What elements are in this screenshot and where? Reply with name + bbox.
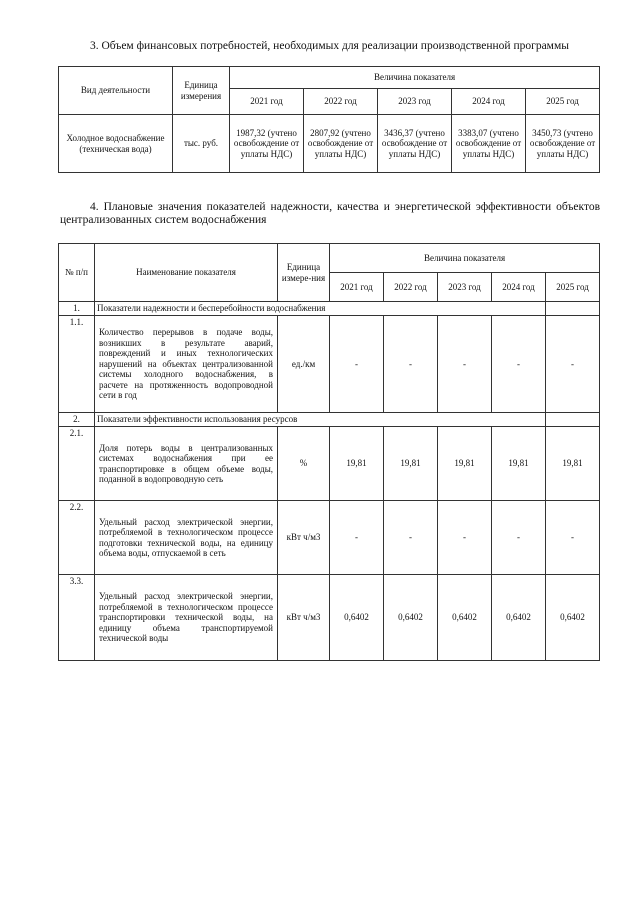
row-value: - [546, 316, 600, 413]
section-row [59, 302, 600, 316]
row-num: 1.1. [59, 316, 95, 413]
table-row [59, 575, 600, 661]
table-row [59, 501, 600, 575]
row-name: Удельный расход электрической энергии, потребляемой в технологическом процессе подготовки технической воды, на единицу объема воды, отпускаемой в сеть [95, 501, 278, 575]
row-unit: % [278, 427, 330, 501]
table-row [59, 316, 600, 413]
header-year: 2023 год [438, 273, 492, 302]
header-year: 2024 год [492, 273, 546, 302]
header-year: 2024 год [452, 89, 526, 115]
row-value: - [438, 501, 492, 575]
empty-cell [546, 302, 600, 316]
header-activity: Вид деятельности [59, 67, 173, 115]
cell-value: 3383,07 (учтено освобождение от уплаты НДС) [452, 115, 526, 173]
row-num: 1. [59, 302, 95, 316]
row-num: 2.1. [59, 427, 95, 501]
row-num: 3.3. [59, 575, 95, 661]
header-year: 2025 год [546, 273, 600, 302]
row-value: 0,6402 [546, 575, 600, 661]
cell-value: 3450,73 (учтено освобождение от уплаты НДС) [526, 115, 600, 173]
row-value: 19,81 [330, 427, 384, 501]
row-name: Количество перерывов в подаче воды, возникших в результате аварий, повреждений и иных технологических нарушений на объектах централизованной системы холодного водоснабжения, в расчете на протяженность водопроводной сети в год [95, 316, 278, 413]
row-name: Удельный расход электрической энергии, потребляемой в технологическом процессе транспортировки технической воды, на единицу объема транспортируемой технической воды [95, 575, 278, 661]
cell-value: 3436,37 (учтено освобождение от уплаты НДС) [378, 115, 452, 173]
header-year: 2022 год [304, 89, 378, 115]
row-value: 19,81 [546, 427, 600, 501]
row-unit: кВт ч/м3 [278, 501, 330, 575]
table-row [59, 427, 600, 501]
header-year: 2021 год [230, 89, 304, 115]
row-value: 0,6402 [330, 575, 384, 661]
row-value: - [546, 501, 600, 575]
row-value: - [330, 501, 384, 575]
cell-value: 2807,92 (учтено освобождение от уплаты НДС) [304, 115, 378, 173]
row-value: - [492, 316, 546, 413]
cell-unit: тыс. руб. [173, 115, 230, 173]
row-value: - [384, 316, 438, 413]
row-value: - [330, 316, 384, 413]
header-unit: Единица измере-ния [278, 244, 330, 302]
row-name: Доля потерь воды в централизованных системах водоснабжения при ее транспортировке в общем объеме воды, поданной в водопроводную сеть [95, 427, 278, 501]
financial-needs-table [58, 66, 600, 173]
header-unit: Единица измерения [173, 67, 230, 115]
indicators-table [58, 243, 600, 661]
header-name: Наименование показателя [95, 244, 278, 302]
row-num: 2. [59, 413, 95, 427]
header-value: Величина показателя [330, 244, 600, 273]
section-4-title: 4. Плановые значения показателей надежности, качества и энергетической эффективности объектов централизованных систем водоснабжения [60, 201, 600, 226]
row-value: 19,81 [384, 427, 438, 501]
cell-value: 1987,32 (учтено освобождение от уплаты НДС) [230, 115, 304, 173]
header-value: Величина показателя [230, 67, 600, 89]
row-unit: ед./км [278, 316, 330, 413]
section-row [59, 413, 600, 427]
cell-activity: Холодное водоснабжение (техническая вода) [59, 115, 173, 173]
row-unit: кВт ч/м3 [278, 575, 330, 661]
row-value: 0,6402 [438, 575, 492, 661]
header-year: 2021 год [330, 273, 384, 302]
header-year: 2022 год [384, 273, 438, 302]
header-year: 2025 год [526, 89, 600, 115]
section-label: Показатели надежности и бесперебойности водоснабжения [95, 302, 546, 316]
section-3-title: 3. Объем финансовых потребностей, необходимых для реализации производственной программы [90, 40, 569, 52]
section-label: Показатели эффективности использования ресурсов [95, 413, 546, 427]
row-value: 19,81 [438, 427, 492, 501]
row-value: 0,6402 [492, 575, 546, 661]
row-value: - [384, 501, 438, 575]
empty-cell [546, 413, 600, 427]
row-value: - [492, 501, 546, 575]
row-value: - [438, 316, 492, 413]
header-year: 2023 год [378, 89, 452, 115]
row-value: 0,6402 [384, 575, 438, 661]
row-num: 2.2. [59, 501, 95, 575]
table-row [59, 115, 600, 173]
row-value: 19,81 [492, 427, 546, 501]
header-num: № п/п [59, 244, 95, 302]
